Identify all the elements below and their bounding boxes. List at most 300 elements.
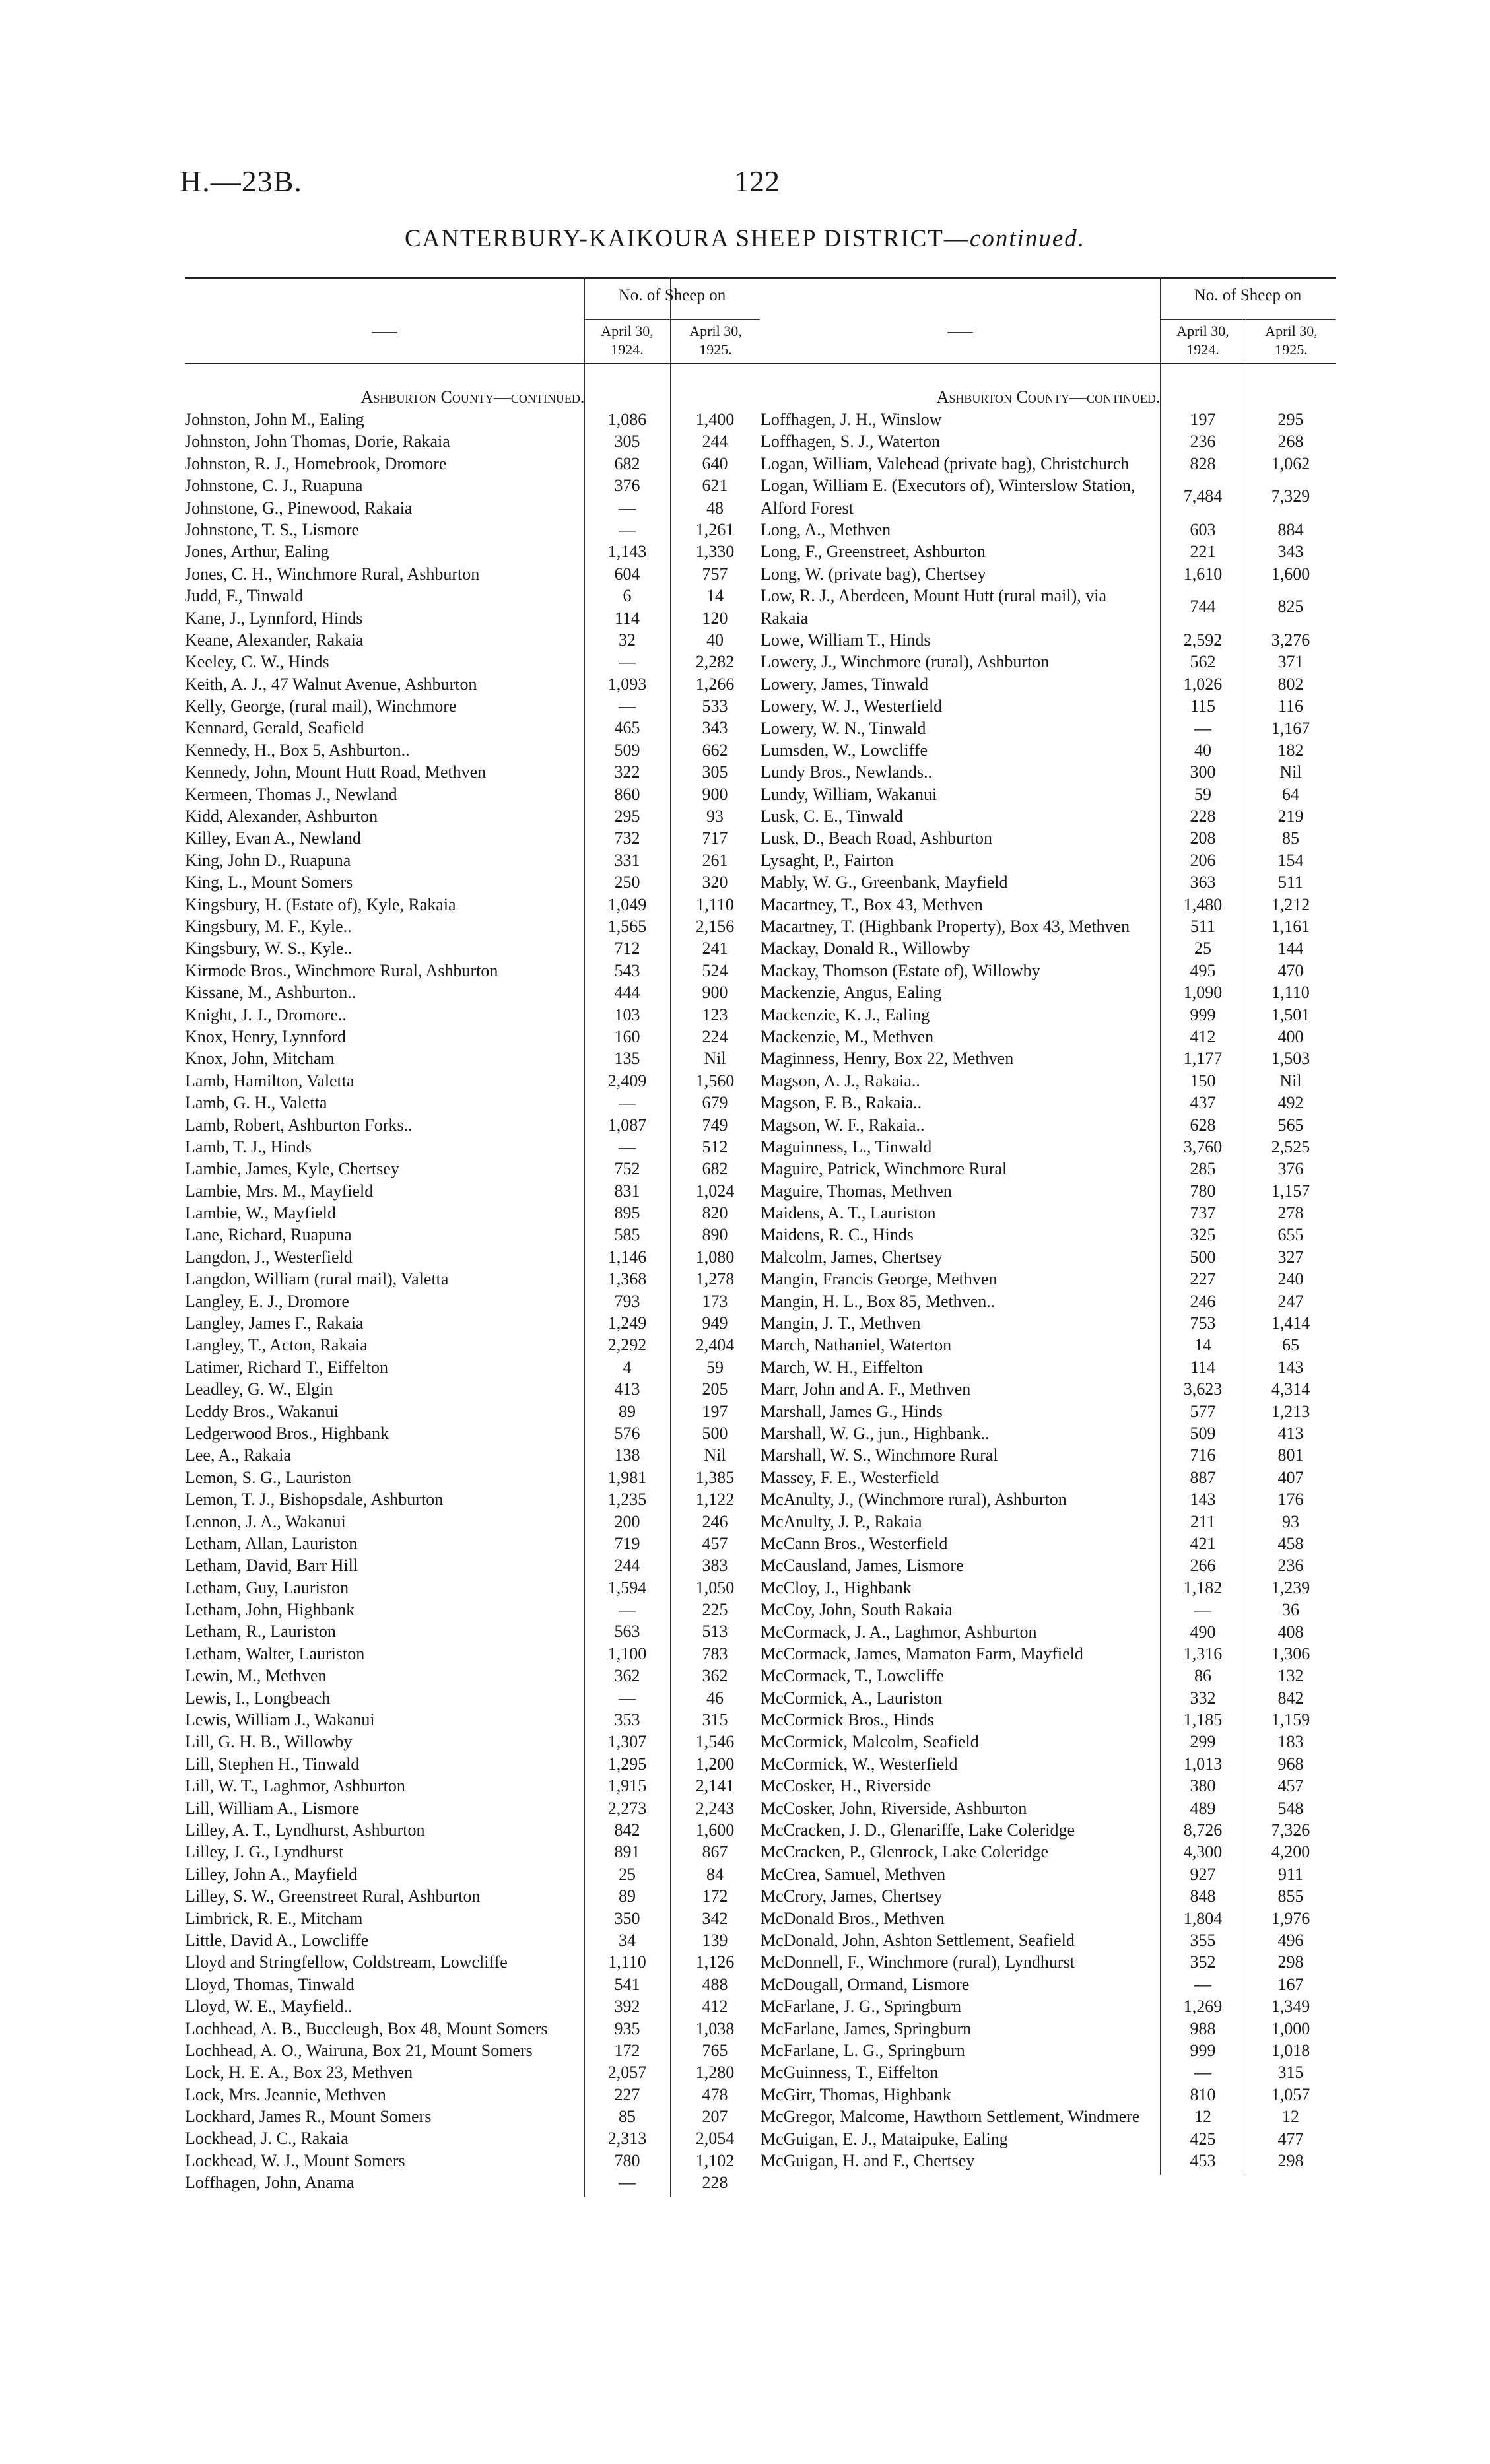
owner-name — [185, 1268, 584, 1290]
table-row — [761, 761, 1336, 783]
table-row — [761, 1995, 1336, 2017]
owner-name-text: Johnstone, C. J., Ruapuna — [185, 476, 363, 496]
owner-name-text: McCormick Bros., Hinds — [761, 1710, 934, 1730]
owner-name — [761, 519, 1160, 541]
sheep-1924: 999 — [1190, 1005, 1216, 1024]
table-row — [185, 1378, 761, 1400]
sheep-1925: 7,326 — [1271, 1820, 1310, 1840]
owner-name — [185, 871, 584, 893]
table-row — [185, 2127, 761, 2149]
sheep-1924: 541 — [614, 1974, 640, 1994]
sheep-1925: 565 — [1277, 1115, 1304, 1135]
sheep-1924: 425 — [1190, 2129, 1216, 2148]
page-header — [0, 0, 1490, 277]
owner-name — [185, 1643, 584, 1665]
sheep-1925: 968 — [1277, 1754, 1304, 1774]
sheep-1924: 89 — [619, 1401, 636, 1421]
name-column-header: — — [372, 317, 397, 345]
table-row — [761, 1224, 1336, 1246]
owner-name-text: Lusk, D., Beach Road, Ashburton — [761, 828, 992, 848]
owner-name — [761, 894, 1160, 916]
sheep-1924: 4 — [623, 1357, 632, 1377]
sheep-1925: 315 — [1277, 2063, 1304, 2082]
owner-name-text: Lane, Richard, Ruapuna — [185, 1225, 352, 1245]
sheep-1925: 802 — [1277, 674, 1304, 694]
owner-name — [761, 453, 1160, 475]
table-row — [761, 2150, 1336, 2172]
sheep-1925: 2,525 — [1271, 1137, 1310, 1156]
owner-name — [761, 1202, 1160, 1224]
table-row — [185, 761, 761, 783]
table-row — [761, 1004, 1336, 1026]
sheep-1924: 793 — [614, 1291, 640, 1311]
sheep-1925: 225 — [702, 1600, 728, 1620]
title-continued: continued. — [969, 225, 1086, 252]
owner-name-text: Lilley, S. W., Greenstreet Rural, Ashburton — [185, 1886, 481, 1906]
owner-name — [761, 1951, 1160, 1973]
sheep-1925: 120 — [702, 608, 728, 628]
table-row — [185, 1048, 761, 1069]
table-right — [761, 277, 1336, 2175]
sheep-1925: 320 — [702, 873, 728, 892]
owner-name-text: Lloyd, W. E., Mayfield.. — [185, 1997, 353, 2016]
table-row — [761, 805, 1336, 827]
sheep-1925: 1,306 — [1271, 1644, 1310, 1663]
owner-name — [761, 827, 1160, 849]
owner-name-text: McDonnell, F., Winchmore (rural), Lyndhurst — [761, 1952, 1075, 1972]
table-row — [761, 541, 1336, 562]
owner-name-text: Lockhead, W. J., Mount Somers — [185, 2150, 405, 2170]
table-row — [761, 1577, 1336, 1599]
table-row — [185, 1070, 761, 1092]
owner-name — [185, 1577, 584, 1599]
table-row — [185, 1511, 761, 1533]
owner-name-text: Lemon, T. J., Bishopsdale, Ashburton — [185, 1490, 444, 1510]
owner-name-text: Langley, T., Acton, Rakaia — [185, 1335, 368, 1355]
owner-name — [185, 563, 584, 585]
sheep-1924: 2,313 — [607, 2129, 647, 2148]
table-row — [761, 2061, 1336, 2083]
sheep-1925: 207 — [702, 2107, 728, 2127]
owner-name-text: Marshall, W. G., jun., Highbank.. — [761, 1424, 990, 1443]
owner-name-text: McDonald, John, Ashton Settlement, Seafield — [761, 1930, 1075, 1950]
sheep-1925: 173 — [702, 1291, 728, 1311]
table-row — [761, 2128, 1336, 2150]
table-left — [185, 277, 761, 2197]
sheep-1924: 887 — [1190, 1467, 1216, 1487]
owner-name-text: McFarlane, James, Springburn — [761, 2018, 972, 2038]
sheep-1925: 244 — [702, 432, 728, 451]
owner-name — [761, 563, 1160, 585]
sheep-1924: 2,273 — [607, 1798, 647, 1818]
table-row — [185, 1974, 761, 1995]
owner-name-text: Letham, Allan, Lauriston — [185, 1533, 358, 1553]
sheep-1924: 490 — [1190, 1622, 1216, 1642]
owner-name — [185, 1775, 584, 1797]
table-row — [185, 2061, 761, 2083]
sheep-1924: 197 — [1190, 410, 1216, 429]
sheep-1925: 749 — [702, 1115, 728, 1135]
sheep-1925: 4,200 — [1271, 1842, 1310, 1862]
table-row — [761, 827, 1336, 849]
sheep-1925: 1,560 — [695, 1071, 735, 1090]
owner-name-text: Lee, A., Rakaia — [185, 1446, 291, 1465]
sheep-1924: 40 — [1194, 740, 1211, 760]
table-row — [761, 1929, 1336, 1951]
sheep-1924: 172 — [614, 2040, 640, 2060]
sheep-1925: 2,243 — [695, 1798, 735, 1818]
table-row — [185, 982, 761, 1003]
sheep-1924: 744 — [1190, 597, 1216, 616]
owner-name-text: Lewis, I., Longbeach — [185, 1688, 331, 1708]
owner-name-text: Lockhead, J. C., Rakaia — [185, 2129, 349, 2148]
sheep-1924: 1,086 — [607, 410, 647, 429]
owner-name — [185, 1401, 584, 1422]
owner-name-text: Lock, Mrs. Jeannie, Methven — [185, 2084, 386, 2104]
owner-name — [185, 1687, 584, 1709]
sheep-1925: 765 — [702, 2040, 728, 2060]
owner-name-text: Mackenzie, Angus, Ealing — [761, 983, 942, 1003]
sheep-1925: 343 — [702, 718, 728, 738]
sheep-1925: 801 — [1277, 1446, 1304, 1465]
sheep-1925: 84 — [706, 1864, 724, 1884]
table-row — [185, 519, 761, 541]
sheep-1924: 236 — [1190, 432, 1216, 451]
rule-top — [761, 277, 1336, 279]
owner-name-text: Massey, F. E., Westerfield — [761, 1467, 939, 1487]
table-row — [761, 982, 1336, 1003]
sheep-1925: 900 — [702, 983, 728, 1003]
table-row — [185, 1731, 761, 1752]
owner-name — [761, 1885, 1160, 1907]
table-row — [761, 1665, 1336, 1686]
table-row — [761, 1841, 1336, 1863]
sheep-1925: 1,110 — [696, 894, 734, 914]
owner-name — [185, 1731, 584, 1752]
owner-name-text: Johnstone, T. S., Lismore — [185, 519, 360, 539]
owner-name — [185, 739, 584, 761]
table-row — [185, 1356, 761, 1378]
name-column-header: — — [947, 317, 973, 345]
sheep-1925: 46 — [706, 1688, 724, 1708]
table-row — [761, 1951, 1336, 1973]
sheep-1925: 1,000 — [1271, 2018, 1310, 2038]
sheep-1924: 753 — [1190, 1314, 1216, 1333]
table-row — [185, 1246, 761, 1268]
owner-name-text: Lamb, T. J., Hinds — [185, 1137, 312, 1156]
owner-name — [761, 783, 1160, 805]
sheep-1925: 842 — [1277, 1688, 1304, 1708]
owner-name — [185, 1092, 584, 1114]
sheep-1924: 577 — [1190, 1401, 1216, 1421]
table-row — [185, 1114, 761, 1136]
owner-name — [761, 2061, 1160, 2083]
sheep-1924: 500 — [1190, 1247, 1216, 1267]
owner-name-text: Langley, E. J., Dromore — [185, 1291, 349, 1311]
owner-name-text: McCann Bros., Westerfield — [761, 1533, 948, 1553]
owner-name-text: Kidd, Alexander, Ashburton — [185, 807, 378, 826]
sheep-1925: 240 — [1277, 1269, 1304, 1289]
table-row — [185, 2040, 761, 2061]
sheep-1924: 150 — [1190, 1071, 1216, 1090]
sheep-1925: 12 — [1282, 2107, 1299, 2127]
sheep-1924: 376 — [614, 476, 640, 496]
table-row — [185, 1687, 761, 1709]
owner-name — [761, 761, 1160, 783]
sheep-1925: 65 — [1282, 1335, 1299, 1355]
sheep-1925: 884 — [1277, 519, 1304, 539]
owner-name — [185, 475, 584, 496]
sheep-1924: 1,013 — [1183, 1754, 1223, 1774]
owner-name-text: Logan, William E. (Executors of), Winterslow Station, Alford Forest — [761, 476, 1135, 517]
owner-name — [761, 475, 1160, 519]
sheep-1924: 12 — [1194, 2107, 1211, 2127]
owner-name — [761, 1422, 1160, 1444]
owner-name — [185, 1974, 584, 1995]
owner-name-text: Lamb, G. H., Valetta — [185, 1093, 327, 1113]
sheep-1925: 825 — [1277, 597, 1304, 616]
sheep-1924: — — [619, 652, 636, 672]
owner-name-text: Lilley, J. G., Lyndhurst — [185, 1842, 344, 1862]
owner-name-text: Lochhead, A. O., Wairuna, Box 21, Mount Somers — [185, 2040, 533, 2060]
owner-name-text: Mackay, Donald R., Willowby — [761, 939, 970, 958]
owner-name-text: Lambie, Mrs. M., Mayfield — [185, 1181, 374, 1201]
sheep-1924: 114 — [1190, 1357, 1216, 1377]
table-row — [185, 739, 761, 761]
sheep-1924: 1,981 — [607, 1467, 647, 1487]
table-row — [761, 937, 1336, 959]
sheep-1925: 1,278 — [695, 1269, 735, 1289]
owner-name — [761, 1026, 1160, 1048]
owner-name — [761, 1797, 1160, 1819]
sheep-1925: Nil — [1279, 762, 1302, 782]
owner-name-text: McCracken, P., Glenrock, Lake Coleridge — [761, 1842, 1049, 1862]
sheep-1924: 719 — [614, 1533, 640, 1553]
table-row — [761, 894, 1336, 916]
owner-name — [185, 1467, 584, 1488]
sheep-1924: 392 — [614, 1997, 640, 2016]
owner-name — [185, 2061, 584, 2083]
sheep-1924: 585 — [614, 1225, 640, 1245]
owner-name — [185, 2106, 584, 2127]
sheep-1925: 1,261 — [695, 519, 735, 539]
sheep-1924: — — [1194, 1600, 1211, 1620]
sheep-1924: 1,480 — [1183, 894, 1223, 914]
owner-name — [761, 2150, 1160, 2172]
owner-name-text: Lowery, James, Tinwald — [761, 674, 928, 694]
sheep-1925: 219 — [1277, 807, 1304, 826]
sheep-1925: 383 — [702, 1556, 728, 1576]
sheep-1924: 511 — [1190, 917, 1216, 937]
owner-name-text: Lowery, J., Winchmore (rural), Ashburton — [761, 652, 1050, 672]
owner-name-text: Kingsbury, W. S., Kyle.. — [185, 939, 353, 958]
owner-name-text: Lill, William A., Lismore — [185, 1798, 360, 1818]
sheep-1925: 1,102 — [695, 2150, 735, 2170]
owner-name-text: McCloy, J., Highbank — [761, 1578, 912, 1597]
sheep-1924: 32 — [619, 630, 636, 649]
sheep-1924: 135 — [614, 1049, 640, 1069]
owner-name — [761, 1643, 1160, 1665]
sheep-1924: 563 — [614, 1622, 640, 1642]
owner-name-text: McCormick, W., Westerfield — [761, 1754, 958, 1774]
owner-name-text: McGuigan, E. J., Mataipuke, Ealing — [761, 2129, 1008, 2148]
document-reference: H.—23B. — [180, 164, 302, 198]
table-row — [185, 1202, 761, 1224]
owner-name-text: McGuigan, H. and F., Chertsey — [761, 2150, 975, 2170]
owner-name-text: Loffhagen, John, Anama — [185, 2173, 355, 2193]
table-row — [761, 629, 1336, 651]
sheep-1924: 509 — [1190, 1424, 1216, 1443]
sheep-1925: 662 — [702, 740, 728, 760]
owner-name — [185, 1114, 584, 1136]
sheep-1925: 1,330 — [695, 542, 735, 562]
table-row — [761, 1048, 1336, 1069]
owner-name — [185, 1070, 584, 1092]
sheep-1924: 4,300 — [1183, 1842, 1223, 1862]
owner-name-text: Knox, Henry, Lynnford — [185, 1026, 346, 1046]
owner-name — [185, 1224, 584, 1246]
owner-name — [185, 430, 584, 452]
owner-name-text: Lilley, A. T., Lyndhurst, Ashburton — [185, 1820, 425, 1840]
sheep-1925: 362 — [702, 1666, 728, 1686]
sheep-1925: 1,200 — [695, 1754, 735, 1774]
table-row — [761, 1444, 1336, 1466]
sheep-1924: 2,292 — [607, 1335, 647, 1355]
table-row — [761, 695, 1336, 717]
table-row — [761, 1312, 1336, 1334]
table-row — [761, 673, 1336, 695]
owner-name-text: Letham, David, Barr Hill — [185, 1556, 358, 1576]
sheep-1925: 949 — [702, 1314, 728, 1333]
owner-name — [185, 1488, 584, 1510]
table-row — [185, 1620, 761, 1642]
owner-name-text: Maidens, R. C., Hinds — [761, 1225, 914, 1245]
page-title — [0, 224, 1490, 253]
owner-name — [761, 2018, 1160, 2040]
sheep-1925: 247 — [1277, 1291, 1304, 1311]
owner-name-text: Lock, H. E. A., Box 23, Methven — [185, 2063, 413, 2082]
sheep-1924: 228 — [1190, 807, 1216, 826]
owner-name-text: McFarlane, J. G., Springburn — [761, 1997, 962, 2016]
table-row — [761, 651, 1336, 673]
table-row — [185, 1004, 761, 1026]
owner-name-text: Mackenzie, M., Methven — [761, 1026, 934, 1046]
owner-name-text: Johnstone, G., Pinewood, Rakaia — [185, 498, 413, 517]
sheep-1925: 123 — [702, 1005, 728, 1024]
owner-name — [185, 849, 584, 871]
owner-name — [185, 541, 584, 562]
table-row — [185, 1312, 761, 1334]
sheep-1925: 1,546 — [695, 1732, 735, 1752]
table-row — [761, 1180, 1336, 1202]
owner-name — [185, 805, 584, 827]
sheep-1924: 206 — [1190, 850, 1216, 870]
table-row — [761, 1863, 1336, 1885]
owner-name — [185, 1246, 584, 1268]
table-row — [761, 849, 1336, 871]
sheep-1925: 1,600 — [695, 1820, 735, 1840]
table-row — [761, 739, 1336, 761]
owner-name — [185, 916, 584, 937]
owner-name — [761, 1356, 1160, 1378]
sheep-1925: 1,062 — [1271, 453, 1310, 473]
sheep-1925: 342 — [702, 1908, 728, 1928]
sheep-1925: 376 — [1277, 1159, 1304, 1179]
owner-name-text: McCrea, Samuel, Methven — [761, 1864, 946, 1884]
owner-name — [761, 2106, 1160, 2127]
owner-name — [185, 453, 584, 475]
sheep-1924: 860 — [614, 784, 640, 804]
sheep-1925: 36 — [1282, 1600, 1299, 1620]
owner-name-text: Malcolm, James, Chertsey — [761, 1247, 943, 1267]
sheep-1924: 1,093 — [607, 674, 647, 694]
table-row — [761, 916, 1336, 937]
owner-name — [185, 761, 584, 783]
table-row — [761, 1158, 1336, 1180]
rule-top — [185, 277, 761, 279]
sheep-1924: 143 — [1190, 1490, 1216, 1510]
sheep-1925: 241 — [702, 939, 728, 958]
owner-name — [761, 1268, 1160, 1290]
table-row — [185, 1092, 761, 1114]
table-row — [185, 1554, 761, 1576]
table-row — [761, 1467, 1336, 1488]
sheep-1924: 732 — [614, 828, 640, 848]
owner-name-text: McFarlane, L. G., Springburn — [761, 2040, 965, 2060]
owner-name-text: Long, F., Greenstreet, Ashburton — [761, 542, 986, 562]
table-row — [761, 1378, 1336, 1400]
table-row — [185, 1577, 761, 1599]
sheep-1924: 489 — [1190, 1798, 1216, 1818]
sheep-1925: 1,038 — [695, 2018, 735, 2038]
sheep-1924: 138 — [614, 1446, 640, 1465]
table-row — [185, 541, 761, 562]
sheep-1925: 1,213 — [1271, 1401, 1310, 1421]
owner-name — [761, 1401, 1160, 1422]
table-row — [185, 475, 761, 496]
sheep-1924: 895 — [614, 1203, 640, 1223]
sheep-1924: 300 — [1190, 762, 1216, 782]
sheep-1925: 236 — [1277, 1556, 1304, 1576]
sheep-1925: 93 — [1282, 1512, 1299, 1531]
table-row — [185, 585, 761, 607]
owner-name-text: Mangin, J. T., Methven — [761, 1314, 921, 1333]
owner-name — [185, 497, 584, 519]
sheep-1925: 154 — [1277, 850, 1304, 870]
table-body — [185, 386, 761, 2194]
owner-name — [185, 982, 584, 1003]
sheep-1925: 2,141 — [695, 1776, 735, 1796]
table-row — [185, 629, 761, 651]
table-row — [185, 409, 761, 430]
sheep-1924: 1,804 — [1183, 1908, 1223, 1928]
sheep-1925: 524 — [702, 960, 728, 980]
sheep-1924: 628 — [1190, 1115, 1216, 1135]
owner-name — [185, 2172, 584, 2193]
owner-name — [761, 1621, 1160, 1643]
table-row — [185, 1467, 761, 1488]
sheep-1924: 89 — [619, 1886, 636, 1906]
table-row — [185, 2084, 761, 2106]
owner-name-text: Maguire, Thomas, Methven — [761, 1181, 952, 1201]
sheep-1925: 1,239 — [1271, 1578, 1310, 1597]
table-row — [761, 1797, 1336, 1819]
sheep-1925: 197 — [702, 1401, 728, 1421]
table-row — [185, 1158, 761, 1180]
owner-name-text: March, W. H., Eiffelton — [761, 1357, 923, 1377]
sheep-1924: 350 — [614, 1908, 640, 1928]
sheep-1925: 246 — [702, 1512, 728, 1531]
